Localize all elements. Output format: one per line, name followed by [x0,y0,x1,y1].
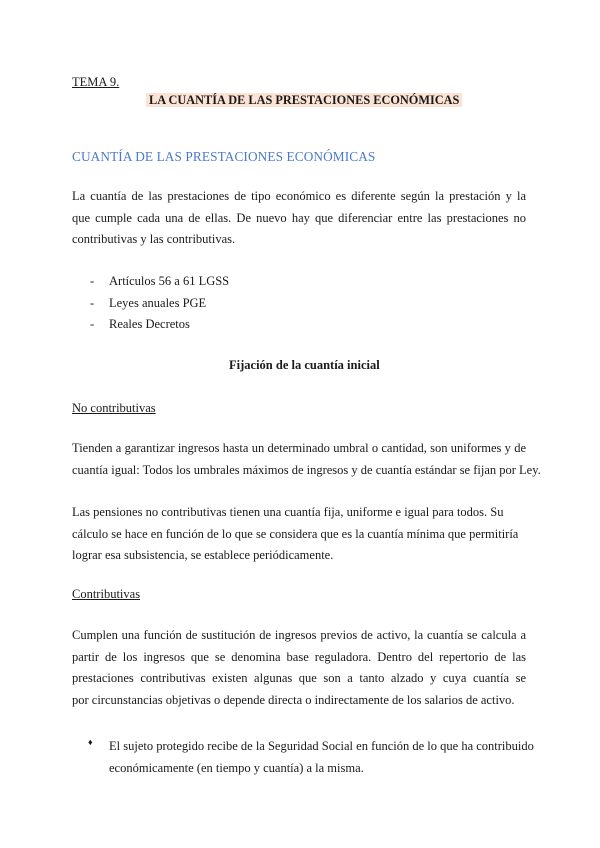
no-contributivas-paragraph-2 [72,502,526,567]
list-item [90,274,229,296]
text-line: contributivas y las contributivas. [72,232,236,246]
diamond-bullet-icon: ♦ [88,737,93,747]
dash-marker: - [90,274,95,288]
bullet-text [109,736,534,779]
list-item-text: Reales Decretos [109,317,190,331]
text-line: Las pensiones no contributivas tienen una cuantía fija, uniforme e igual para todos. Su [72,505,504,519]
list-item-text: Leyes anuales PGE [109,295,207,310]
document-title: LA CUANTÍA DE LAS PRESTACIONES ECONÓMICAS [146,93,462,107]
reference-list [90,274,229,339]
text-line: cálculo se hace en función de lo que se considera que es la cuantía mínima que permitiría [72,526,519,541]
list-item-text: Artículos 56 a 61 LGSS [109,274,230,288]
contributivas-paragraph [72,625,526,711]
text-line: cuantía igual: Todos los umbrales máximos de ingresos y de cuantía estándar se fijan por Ley. [72,462,541,477]
text-line: Cumplen una función de sustitución de ingresos previos de activo, la cuantía se calcula a [72,628,526,642]
text-line: prestaciones contributivas existen algunas que son a tanto alzado y cuya cuantía se [72,671,526,685]
text-line: partir de los ingresos que se denomina base reguladora. Dentro del repertorio de las [72,649,526,664]
text-line: económicamente (en tiempo y cuantía) a la misma. [109,760,364,775]
list-item [90,296,229,318]
dash-marker: - [90,317,95,331]
list-item [90,317,229,339]
contributivas-heading: Contributivas [72,587,141,601]
topic-number: TEMA 9. [72,75,120,89]
intro-paragraph [72,186,526,251]
text-line: lograr esa subsistencia, se establece periódicamente. [72,548,334,562]
text-line: El sujeto protegido recibe de la Seguridad Social en función de lo que ha contribuido [109,739,534,753]
section-heading: CUANTÍA DE LAS PRESTACIONES ECONÓMICAS [72,149,376,164]
text-line: que cumple cada una de ellas. De nuevo hay que diferenciar entre las prestaciones no [72,210,526,225]
text-line: La cuantía de las prestaciones de tipo económico es diferente según la prestación y la [72,189,526,203]
no-contributivas-paragraph-1 [72,438,541,481]
no-contributivas-heading: No contributivas [72,401,156,415]
text-line: Tienden a garantizar ingresos hasta un determinado umbral o cantidad, son uniformes y de [72,441,526,455]
subheading: Fijación de la cuantía inicial [229,358,380,372]
dash-marker: - [90,295,95,310]
text-line: por circunstancias objetivas o depende directa o indirectamente de los salarios de activo. [72,692,515,707]
